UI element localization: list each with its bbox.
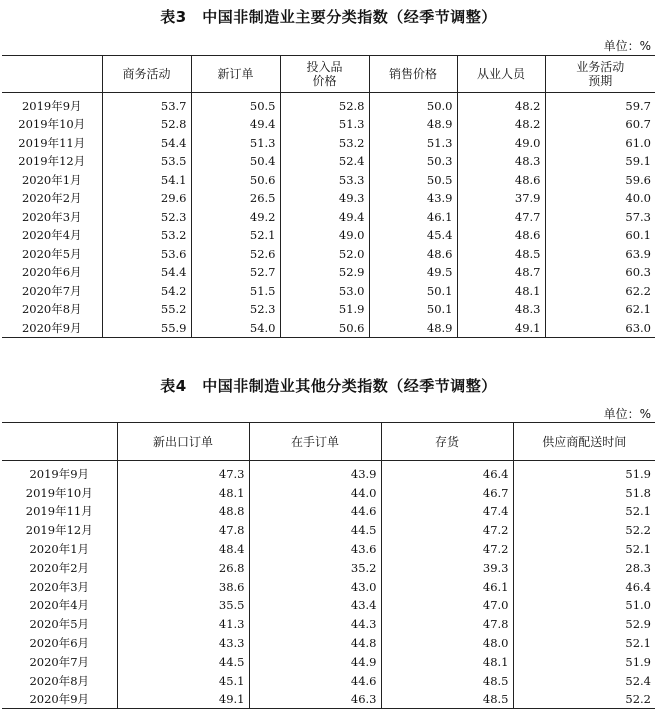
value-cell: 47.7 xyxy=(457,208,545,227)
value-cell: 50.1 xyxy=(369,282,457,301)
value-cell: 54.1 xyxy=(102,171,191,190)
table-row xyxy=(2,558,655,577)
value-cell: 63.0 xyxy=(545,319,655,338)
value-cell: 43.0 xyxy=(249,577,381,596)
value-cell: 49.0 xyxy=(457,134,545,153)
value-cell: 54.4 xyxy=(102,263,191,282)
table-row xyxy=(2,263,655,282)
table-row xyxy=(2,171,655,190)
value-cell: 48.1 xyxy=(117,483,249,502)
value-cell: 50.5 xyxy=(191,93,280,116)
value-cell: 47.8 xyxy=(117,521,249,540)
value-cell: 26.8 xyxy=(117,558,249,577)
value-cell: 44.3 xyxy=(249,615,381,634)
value-cell: 46.4 xyxy=(381,461,513,484)
value-cell: 48.3 xyxy=(457,152,545,171)
row-label-cell: 2020年5月 xyxy=(21,246,82,261)
row-label-cell: 2020年9月 xyxy=(2,690,117,709)
value-cell: 48.9 xyxy=(369,319,457,338)
table-row xyxy=(2,671,655,690)
value-cell: 52.7 xyxy=(191,263,280,282)
value-cell: 45.1 xyxy=(117,671,249,690)
table3-header-3: 投入品 价格 xyxy=(280,56,369,93)
table-row xyxy=(2,483,655,502)
value-cell: 62.1 xyxy=(545,300,655,319)
value-cell: 48.5 xyxy=(381,671,513,690)
value-cell: 46.3 xyxy=(249,690,381,709)
value-cell: 43.3 xyxy=(117,634,249,653)
value-cell: 48.6 xyxy=(457,171,545,190)
value-cell: 49.4 xyxy=(280,208,369,227)
value-cell: 52.4 xyxy=(513,671,655,690)
table4-header-2: 在手订单 xyxy=(249,423,381,461)
value-cell: 48.5 xyxy=(381,690,513,709)
value-cell: 43.9 xyxy=(369,189,457,208)
value-cell: 52.9 xyxy=(513,615,655,634)
table3-header-5: 从业人员 xyxy=(457,56,545,93)
value-cell: 57.3 xyxy=(545,208,655,227)
value-cell: 48.4 xyxy=(117,540,249,559)
value-cell: 53.5 xyxy=(102,152,191,171)
value-cell: 52.4 xyxy=(280,152,369,171)
value-cell: 50.5 xyxy=(369,171,457,190)
value-cell: 47.8 xyxy=(381,615,513,634)
value-cell: 51.0 xyxy=(513,596,655,615)
table4-header-4: 供应商配送时间 xyxy=(513,423,655,461)
table-row xyxy=(2,115,655,134)
row-label-cell: 2019年9月 xyxy=(21,99,82,113)
value-cell: 48.1 xyxy=(457,282,545,301)
value-cell: 60.3 xyxy=(545,263,655,282)
table3-header-0 xyxy=(2,56,102,93)
value-cell: 45.4 xyxy=(369,226,457,245)
value-cell: 40.0 xyxy=(545,189,655,208)
table-row xyxy=(2,502,655,521)
value-cell: 35.5 xyxy=(117,596,249,615)
value-cell: 47.2 xyxy=(381,540,513,559)
table-row xyxy=(2,461,655,484)
table-row xyxy=(2,540,655,559)
value-cell: 52.8 xyxy=(102,115,191,134)
value-cell: 60.1 xyxy=(545,226,655,245)
row-label-cell: 2019年12月 xyxy=(18,154,86,169)
table-row xyxy=(2,245,655,264)
value-cell: 62.2 xyxy=(545,282,655,301)
value-cell: 50.4 xyxy=(191,152,280,171)
table-row xyxy=(2,282,655,301)
table3-header-6: 业务活动 预期 xyxy=(545,56,655,93)
row-label-cell: 2019年11月 xyxy=(18,135,86,150)
value-cell: 52.1 xyxy=(191,226,280,245)
value-cell: 47.0 xyxy=(381,596,513,615)
row-label-cell: 2020年6月 xyxy=(21,265,82,280)
value-cell: 28.3 xyxy=(513,558,655,577)
table-row xyxy=(2,634,655,653)
value-cell: 52.3 xyxy=(102,208,191,227)
value-cell: 50.6 xyxy=(191,171,280,190)
row-label-cell: 2020年9月 xyxy=(2,319,102,338)
row-label-cell: 2020年7月 xyxy=(29,654,90,669)
table-row xyxy=(2,189,655,208)
value-cell: 51.3 xyxy=(369,134,457,153)
value-cell: 51.9 xyxy=(513,461,655,484)
value-cell: 44.5 xyxy=(117,652,249,671)
value-cell: 61.0 xyxy=(545,134,655,153)
value-cell: 52.2 xyxy=(513,690,655,709)
table3-header-1: 商务活动 xyxy=(102,56,191,93)
value-cell: 52.8 xyxy=(280,93,369,116)
row-label-cell: 2020年8月 xyxy=(29,673,90,688)
value-cell: 46.1 xyxy=(381,577,513,596)
value-cell: 47.4 xyxy=(381,502,513,521)
value-cell: 44.6 xyxy=(249,502,381,521)
table-row xyxy=(2,226,655,245)
value-cell: 48.7 xyxy=(457,263,545,282)
table-row xyxy=(2,93,655,116)
row-label-cell: 2020年3月 xyxy=(29,579,90,594)
table-row xyxy=(2,577,655,596)
value-cell: 54.0 xyxy=(191,319,280,338)
value-cell: 51.3 xyxy=(280,115,369,134)
value-cell: 50.6 xyxy=(280,319,369,338)
value-cell: 44.8 xyxy=(249,634,381,653)
value-cell: 49.1 xyxy=(117,690,249,709)
value-cell: 51.5 xyxy=(191,282,280,301)
row-label-cell: 2020年3月 xyxy=(21,209,82,224)
value-cell: 26.5 xyxy=(191,189,280,208)
table4-header-0 xyxy=(2,423,117,461)
value-cell: 53.2 xyxy=(280,134,369,153)
table-row xyxy=(2,134,655,153)
value-cell: 54.4 xyxy=(102,134,191,153)
row-label-cell: 2020年1月 xyxy=(29,542,90,557)
table3-header-2: 新订单 xyxy=(191,56,280,93)
table3-unit: 单位：% xyxy=(603,39,651,53)
value-cell: 53.7 xyxy=(102,93,191,116)
value-cell: 59.1 xyxy=(545,152,655,171)
table3 xyxy=(2,55,655,338)
value-cell: 55.9 xyxy=(102,319,191,338)
value-cell: 49.3 xyxy=(280,189,369,208)
value-cell: 47.3 xyxy=(117,461,249,484)
table4-header-row xyxy=(2,423,655,461)
row-label-cell: 2020年4月 xyxy=(21,228,82,243)
value-cell: 51.9 xyxy=(513,652,655,671)
table3-title: 表3 中国非制造业主要分类指数（经季节调整） xyxy=(160,8,497,26)
value-cell: 48.2 xyxy=(457,115,545,134)
value-cell: 48.8 xyxy=(117,502,249,521)
value-cell: 49.2 xyxy=(191,208,280,227)
row-label-cell: 2019年10月 xyxy=(18,117,86,132)
value-cell: 48.1 xyxy=(381,652,513,671)
table4-header-1: 新出口订单 xyxy=(117,423,249,461)
value-cell: 50.0 xyxy=(369,93,457,116)
value-cell: 52.6 xyxy=(191,245,280,264)
value-cell: 50.3 xyxy=(369,152,457,171)
value-cell: 54.2 xyxy=(102,282,191,301)
table-row xyxy=(2,152,655,171)
value-cell: 47.2 xyxy=(381,521,513,540)
row-label-cell: 2020年2月 xyxy=(21,191,82,206)
value-cell: 48.6 xyxy=(369,245,457,264)
value-cell: 51.9 xyxy=(280,300,369,319)
value-cell: 53.3 xyxy=(280,171,369,190)
value-cell: 53.2 xyxy=(102,226,191,245)
value-cell: 49.0 xyxy=(280,226,369,245)
value-cell: 53.6 xyxy=(102,245,191,264)
value-cell: 52.0 xyxy=(280,245,369,264)
value-cell: 43.4 xyxy=(249,596,381,615)
row-label-cell: 2020年2月 xyxy=(29,560,90,575)
value-cell: 52.9 xyxy=(280,263,369,282)
value-cell: 49.4 xyxy=(191,115,280,134)
table-row xyxy=(2,208,655,227)
value-cell: 49.1 xyxy=(457,319,545,338)
row-label-cell: 2019年10月 xyxy=(25,485,93,500)
value-cell: 50.1 xyxy=(369,300,457,319)
value-cell: 29.6 xyxy=(102,189,191,208)
value-cell: 52.1 xyxy=(513,634,655,653)
row-label-cell: 2020年7月 xyxy=(21,283,82,298)
value-cell: 37.9 xyxy=(457,189,545,208)
row-label-cell: 2020年4月 xyxy=(29,598,90,613)
value-cell: 46.7 xyxy=(381,483,513,502)
row-label-cell: 2019年11月 xyxy=(25,504,93,519)
value-cell: 60.7 xyxy=(545,115,655,134)
row-label-cell: 2019年12月 xyxy=(25,523,93,538)
value-cell: 51.8 xyxy=(513,483,655,502)
row-label-cell: 2020年6月 xyxy=(29,636,90,651)
value-cell: 48.6 xyxy=(457,226,545,245)
value-cell: 39.3 xyxy=(381,558,513,577)
value-cell: 48.3 xyxy=(457,300,545,319)
table3-header-4: 销售价格 xyxy=(369,56,457,93)
table-row xyxy=(2,690,655,709)
row-label-cell: 2020年5月 xyxy=(29,617,90,632)
value-cell: 52.3 xyxy=(191,300,280,319)
table3-header-row xyxy=(2,56,655,93)
table-row xyxy=(2,319,655,338)
value-cell: 48.9 xyxy=(369,115,457,134)
row-label-cell: 2019年9月 xyxy=(29,467,90,482)
table-row xyxy=(2,596,655,615)
table-row xyxy=(2,300,655,319)
value-cell: 51.3 xyxy=(191,134,280,153)
table4 xyxy=(2,422,655,709)
value-cell: 44.5 xyxy=(249,521,381,540)
table-row xyxy=(2,652,655,671)
table4-title: 表4 中国非制造业其他分类指数（经季节调整） xyxy=(160,377,497,395)
value-cell: 46.4 xyxy=(513,577,655,596)
table4-header-3: 存货 xyxy=(381,423,513,461)
row-label-cell: 2020年8月 xyxy=(21,302,82,317)
value-cell: 52.1 xyxy=(513,502,655,521)
value-cell: 44.0 xyxy=(249,483,381,502)
value-cell: 35.2 xyxy=(249,558,381,577)
value-cell: 38.6 xyxy=(117,577,249,596)
row-label-cell: 2020年1月 xyxy=(21,172,82,187)
value-cell: 55.2 xyxy=(102,300,191,319)
value-cell: 41.3 xyxy=(117,615,249,634)
value-cell: 53.0 xyxy=(280,282,369,301)
value-cell: 44.9 xyxy=(249,652,381,671)
value-cell: 44.6 xyxy=(249,671,381,690)
value-cell: 43.9 xyxy=(249,461,381,484)
value-cell: 52.2 xyxy=(513,521,655,540)
value-cell: 52.1 xyxy=(513,540,655,559)
table4-unit: 单位：% xyxy=(603,407,651,421)
value-cell: 48.2 xyxy=(457,93,545,116)
value-cell: 43.6 xyxy=(249,540,381,559)
value-cell: 63.9 xyxy=(545,245,655,264)
value-cell: 59.7 xyxy=(545,93,655,116)
value-cell: 49.5 xyxy=(369,263,457,282)
table-row xyxy=(2,521,655,540)
value-cell: 59.6 xyxy=(545,171,655,190)
table-row xyxy=(2,615,655,634)
value-cell: 48.0 xyxy=(381,634,513,653)
value-cell: 48.5 xyxy=(457,245,545,264)
value-cell: 46.1 xyxy=(369,208,457,227)
